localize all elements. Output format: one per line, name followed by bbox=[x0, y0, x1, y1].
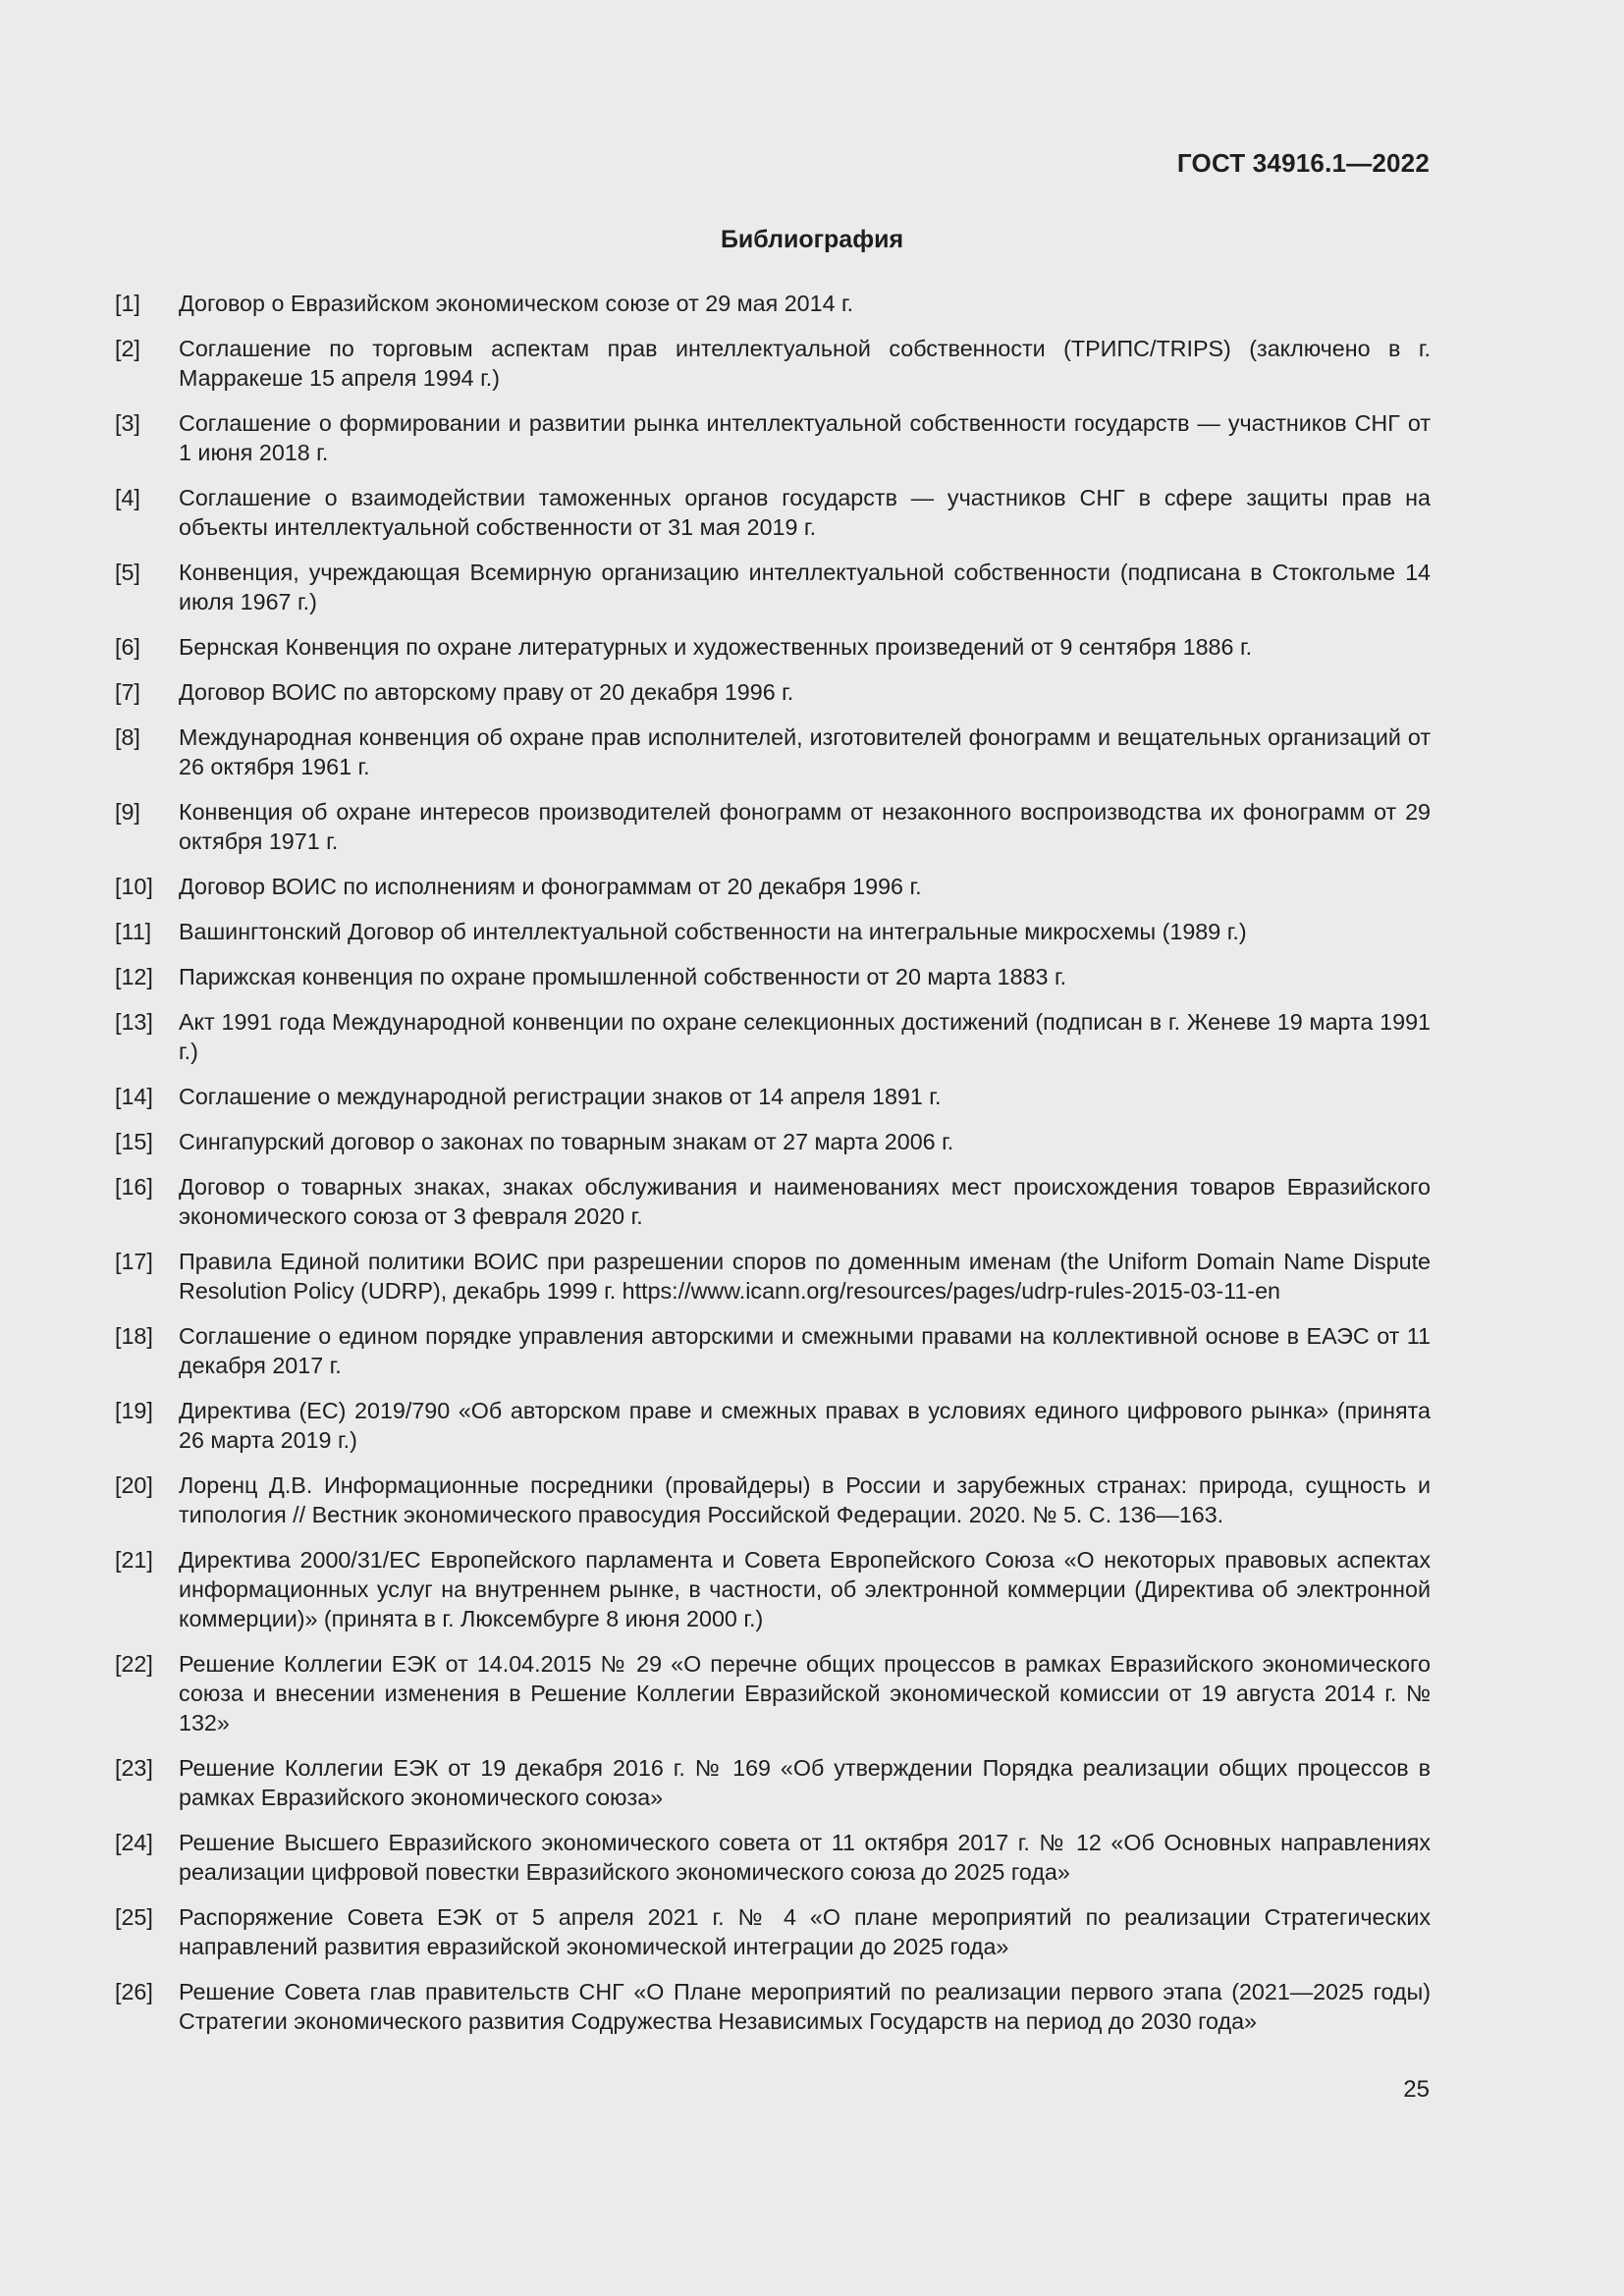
bibliography-item bbox=[115, 1082, 1431, 1111]
reference-number: [3] bbox=[115, 410, 140, 436]
bibliography-item bbox=[115, 483, 1431, 542]
reference-text: Конвенция об охране интересов производителей фонограмм от незаконного воспроизводства их фонограмм от 29 октября 1971 г. bbox=[179, 799, 1431, 854]
bibliography-item bbox=[115, 334, 1431, 393]
reference-number: [10] bbox=[115, 874, 153, 899]
bibliography-item bbox=[115, 289, 1431, 318]
bibliography-item bbox=[115, 1127, 1431, 1156]
reference-text: Соглашение о едином порядке управления авторскими и смежными правами на коллективной основе в ЕАЭС от 11 декабря 2017 г. bbox=[179, 1323, 1431, 1378]
bibliography-item bbox=[115, 1545, 1431, 1633]
reference-text: Соглашение о международной регистрации знаков от 14 апреля 1891 г. bbox=[179, 1084, 942, 1109]
reference-text: Лоренц Д.В. Информационные посредники (провайдеры) в России и зарубежных странах: природа, сущность и типология // Вестник экономического правосудия Российской Федерации. 2020. № 5. С. 136—163. bbox=[179, 1472, 1431, 1527]
bibliography-item bbox=[115, 1247, 1431, 1306]
bibliography-item bbox=[115, 962, 1431, 991]
bibliography-item bbox=[115, 677, 1431, 707]
reference-number: [25] bbox=[115, 1904, 153, 1930]
bibliography-item bbox=[115, 1977, 1431, 2036]
reference-text: Договор о Евразийском экономическом союзе от 29 мая 2014 г. bbox=[179, 291, 854, 316]
reference-text: Вашингтонский Договор об интеллектуальной собственности на интегральные микросхемы (1989 г.) bbox=[179, 919, 1247, 944]
bibliography-item bbox=[115, 1753, 1431, 1812]
reference-number: [7] bbox=[115, 679, 140, 705]
bibliography-item bbox=[115, 408, 1431, 467]
bibliography-item bbox=[115, 1828, 1431, 1887]
reference-text: Договор ВОИС по исполнениям и фонограммам от 20 декабря 1996 г. bbox=[179, 874, 922, 899]
reference-number: [24] bbox=[115, 1830, 153, 1855]
reference-text: Конвенция, учреждающая Всемирную организацию интеллектуальной собственности (подписана в Стокгольме 14 июля 1967 г.) bbox=[179, 560, 1431, 614]
reference-text: Директива (ЕС) 2019/790 «Об авторском праве и смежных правах в условиях единого цифрового рынка» (принята 26 марта 2019 г.) bbox=[179, 1398, 1431, 1453]
bibliography-item bbox=[115, 917, 1431, 946]
reference-number: [18] bbox=[115, 1323, 153, 1349]
reference-number: [13] bbox=[115, 1009, 153, 1035]
bibliography-item bbox=[115, 1902, 1431, 1961]
bibliography-item bbox=[115, 1172, 1431, 1231]
reference-number: [6] bbox=[115, 634, 140, 660]
reference-number: [14] bbox=[115, 1084, 153, 1109]
reference-number: [12] bbox=[115, 964, 153, 989]
bibliography-item bbox=[115, 632, 1431, 662]
reference-number: [20] bbox=[115, 1472, 153, 1498]
reference-number: [5] bbox=[115, 560, 140, 585]
reference-number: [9] bbox=[115, 799, 140, 825]
bibliography-list bbox=[115, 289, 1431, 2052]
bibliography-item bbox=[115, 1470, 1431, 1529]
reference-number: [26] bbox=[115, 1979, 153, 2004]
reference-text: Решение Коллегии ЕЭК от 14.04.2015 № 29 «О перечне общих процессов в рамках Евразийского экономического союза и внесении изменения в Решение Коллегии Евразийской экономической комиссии от 19 августа 2014 г. № 132» bbox=[179, 1651, 1431, 1735]
page-number: 25 bbox=[1403, 2076, 1430, 2103]
bibliography-item bbox=[115, 1321, 1431, 1380]
reference-text: Решение Совета глав правительств СНГ «О Плане мероприятий по реализации первого этапа (2021—2025 годы) Стратегии экономического развития Содружества Независимых Государств на период до 2030 года» bbox=[179, 1979, 1431, 2034]
bibliography-item bbox=[115, 1007, 1431, 1066]
reference-text: Соглашение о взаимодействии таможенных органов государств — участников СНГ в сфере защиты прав на объекты интеллектуальной собственности от 31 мая 2019 г. bbox=[179, 485, 1431, 540]
reference-number: [21] bbox=[115, 1547, 153, 1573]
reference-number: [2] bbox=[115, 336, 140, 361]
reference-number: [16] bbox=[115, 1174, 153, 1200]
reference-text: Договор ВОИС по авторскому праву от 20 декабря 1996 г. bbox=[179, 679, 794, 705]
reference-text: Решение Коллегии ЕЭК от 19 декабря 2016 г. № 169 «Об утверждении Порядка реализации общих процессов в рамках Евразийского экономического союза» bbox=[179, 1755, 1431, 1810]
reference-number: [23] bbox=[115, 1755, 153, 1781]
reference-text: Сингапурский договор о законах по товарным знакам от 27 марта 2006 г. bbox=[179, 1129, 954, 1154]
reference-text: Распоряжение Совета ЕЭК от 5 апреля 2021 г. № 4 «О плане мероприятий по реализации Стратегических направлений развития евразийской экономической интеграции до 2025 года» bbox=[179, 1904, 1431, 1959]
bibliography-item bbox=[115, 797, 1431, 856]
bibliography-item bbox=[115, 558, 1431, 616]
reference-text: Акт 1991 года Международной конвенции по охране селекционных достижений (подписан в г. Женеве 19 марта 1991 г.) bbox=[179, 1009, 1431, 1064]
bibliography-item bbox=[115, 722, 1431, 781]
bibliography-title: Библиография bbox=[720, 226, 904, 253]
bibliography-item bbox=[115, 1396, 1431, 1455]
reference-text: Правила Единой политики ВОИС при разрешении споров по доменным именам (the Uniform Domain Name Dispute Resolution Policy (UDRP), декабрь 1999 г. https://www.icann.org/resources/pages/udrp-rules-2015-03-11-en bbox=[179, 1249, 1431, 1304]
reference-text: Директива 2000/31/ЕС Европейского парламента и Совета Европейского Союза «О некоторых правовых аспектах информационных услуг на внутреннем рынке, в частности, об электронной коммерции (Директива об электронной коммерции)» (принята в г. Люксембурге 8 июня 2000 г.) bbox=[179, 1547, 1431, 1631]
reference-number: [22] bbox=[115, 1651, 153, 1677]
reference-number: [11] bbox=[115, 919, 152, 944]
reference-text: Парижская конвенция по охране промышленной собственности от 20 марта 1883 г. bbox=[179, 964, 1067, 989]
reference-text: Соглашение о формировании и развитии рынка интеллектуальной собственности государств — участников СНГ от 1 июня 2018 г. bbox=[179, 410, 1431, 465]
bibliography-item bbox=[115, 872, 1431, 901]
reference-text: Решение Высшего Евразийского экономического совета от 11 октября 2017 г. № 12 «Об Основных направлениях реализации цифровой повестки Евразийского экономического союза до 2025 года» bbox=[179, 1830, 1431, 1885]
document-code: ГОСТ 34916.1—2022 bbox=[1176, 148, 1430, 178]
reference-number: [8] bbox=[115, 724, 140, 750]
reference-text: Соглашение по торговым аспектам прав интеллектуальной собственности (ТРИПС/TRIPS) (заключено в г. Марракеше 15 апреля 1994 г.) bbox=[179, 336, 1431, 391]
bibliography-item bbox=[115, 1649, 1431, 1737]
reference-number: [19] bbox=[115, 1398, 153, 1423]
reference-text: Договор о товарных знаках, знаках обслуживания и наименованиях мест происхождения товаров Евразийского экономического союза от 3 февраля 2020 г. bbox=[179, 1174, 1431, 1229]
reference-number: [15] bbox=[115, 1129, 153, 1154]
reference-number: [1] bbox=[115, 291, 140, 316]
reference-text: Международная конвенция об охране прав исполнителей, изготовителей фонограмм и вещательных организаций от 26 октября 1961 г. bbox=[179, 724, 1431, 779]
reference-text: Бернская Конвенция по охране литературных и художественных произведений от 9 сентября 1886 г. bbox=[179, 634, 1253, 660]
reference-number: [4] bbox=[115, 485, 140, 510]
reference-number: [17] bbox=[115, 1249, 153, 1274]
